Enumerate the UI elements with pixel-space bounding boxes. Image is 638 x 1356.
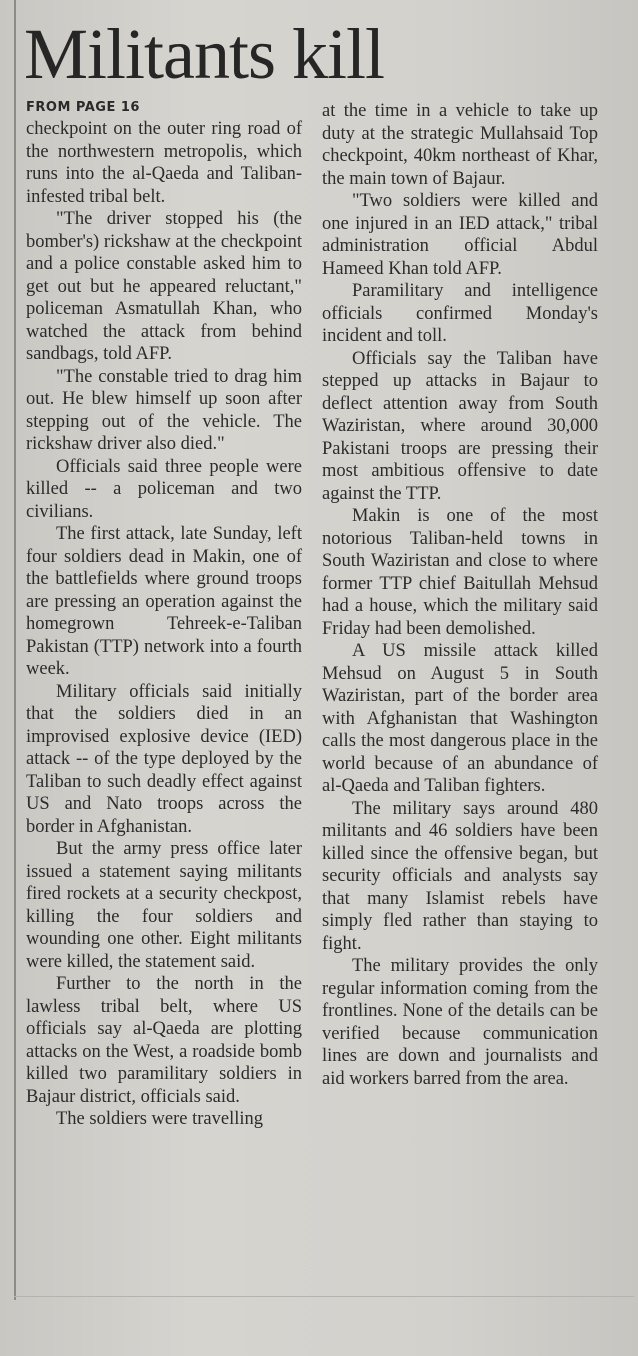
paragraph: checkpoint on the outer ring road of the northwestern metropolis, which runs into the al-Qaeda and Taliban-infested tribal belt. xyxy=(26,119,302,207)
paragraph: "The driver stopped his (the bomber's) rickshaw at the checkpoint and a police constable asked him to get out but he appeared reluctant," policeman Asmatullah Khan, who watched the attack from behind sandbags, told AFP. xyxy=(26,209,302,364)
paragraph: The military provides the only regular information coming from the frontlines. None of the details can be verified because communication lines are down and journalists and aid workers barred from the area. xyxy=(322,956,598,1089)
paragraph: Makin is one of the most notorious Taliban-held towns in South Waziristan and close to where former TTP chief Baitullah Mehsud had a house, which the military said Friday had been demolished. xyxy=(322,506,598,639)
paragraph: Officials say the Taliban have stepped up attacks in Bajaur to deflect attention away from South Waziristan, where around 30,000 Pakistani troops are pressing their most ambitious offensive to date against the TTP. xyxy=(322,348,598,504)
paragraph: at the time in a vehicle to take up duty at the strategic Mullahsaid Top checkpoint, 40km northeast of Khar, the main town of Bajaur. xyxy=(322,101,598,189)
headline: Militants kill xyxy=(24,14,385,94)
paragraph: But the army press office later issued a statement saying militants fired rockets at a security checkpost, killing the four soldiers and wounding one other. Eight militants were killed, the statement said. xyxy=(26,839,302,972)
paragraph: Military officials said initially that the soldiers died in an improvised explosive device (IED) attack -- of the type deployed by the Taliban to such deadly effect against US and Nato troops across the border in Afghanistan. xyxy=(26,681,302,837)
kicker: FROM PAGE 16 xyxy=(26,100,140,115)
paragraph: "The constable tried to drag him out. He blew himself up soon after stepping out of the vehicle. The rickshaw driver also died." xyxy=(26,366,302,454)
column-rule xyxy=(14,0,16,1300)
bottom-rule xyxy=(14,1296,634,1297)
right-column xyxy=(322,100,598,1090)
paragraph: The military says around 480 militants and 46 soldiers have been killed since the offensive began, but security officials and analysts say that many Islamist rebels have simply fled rather than staying to fight. xyxy=(322,798,598,954)
paragraph: The first attack, late Sunday, left four soldiers dead in Makin, one of the battlefields where ground troops are pressing an operation against the homegrown Tehreek-e-Taliban Pakistan (TTP) network into a fourth week. xyxy=(26,524,302,679)
paragraph: The soldiers were travelling xyxy=(56,1109,264,1129)
paragraph: "Two soldiers were killed and one injured in an IED attack," tribal administration official Abdul Hameed Khan told AFP. xyxy=(322,191,598,279)
paragraph: Officials said three people were killed -- a policeman and two civilians. xyxy=(26,456,302,522)
paragraph: Further to the north in the lawless tribal belt, where US officials say al-Qaeda are plotting attacks on the West, a roadside bomb killed two paramilitary soldiers in Bajaur district, officials said. xyxy=(26,974,302,1107)
paragraph: A US missile attack killed Mehsud on August 5 in South Waziristan, part of the border area with Afghanistan that Washington calls the most dangerous place in the world because of an abundance of al-Qaeda and Taliban fighters. xyxy=(322,641,598,796)
paragraph: Paramilitary and intelligence officials confirmed Monday's incident and toll. xyxy=(322,281,598,346)
left-column xyxy=(26,100,302,1131)
